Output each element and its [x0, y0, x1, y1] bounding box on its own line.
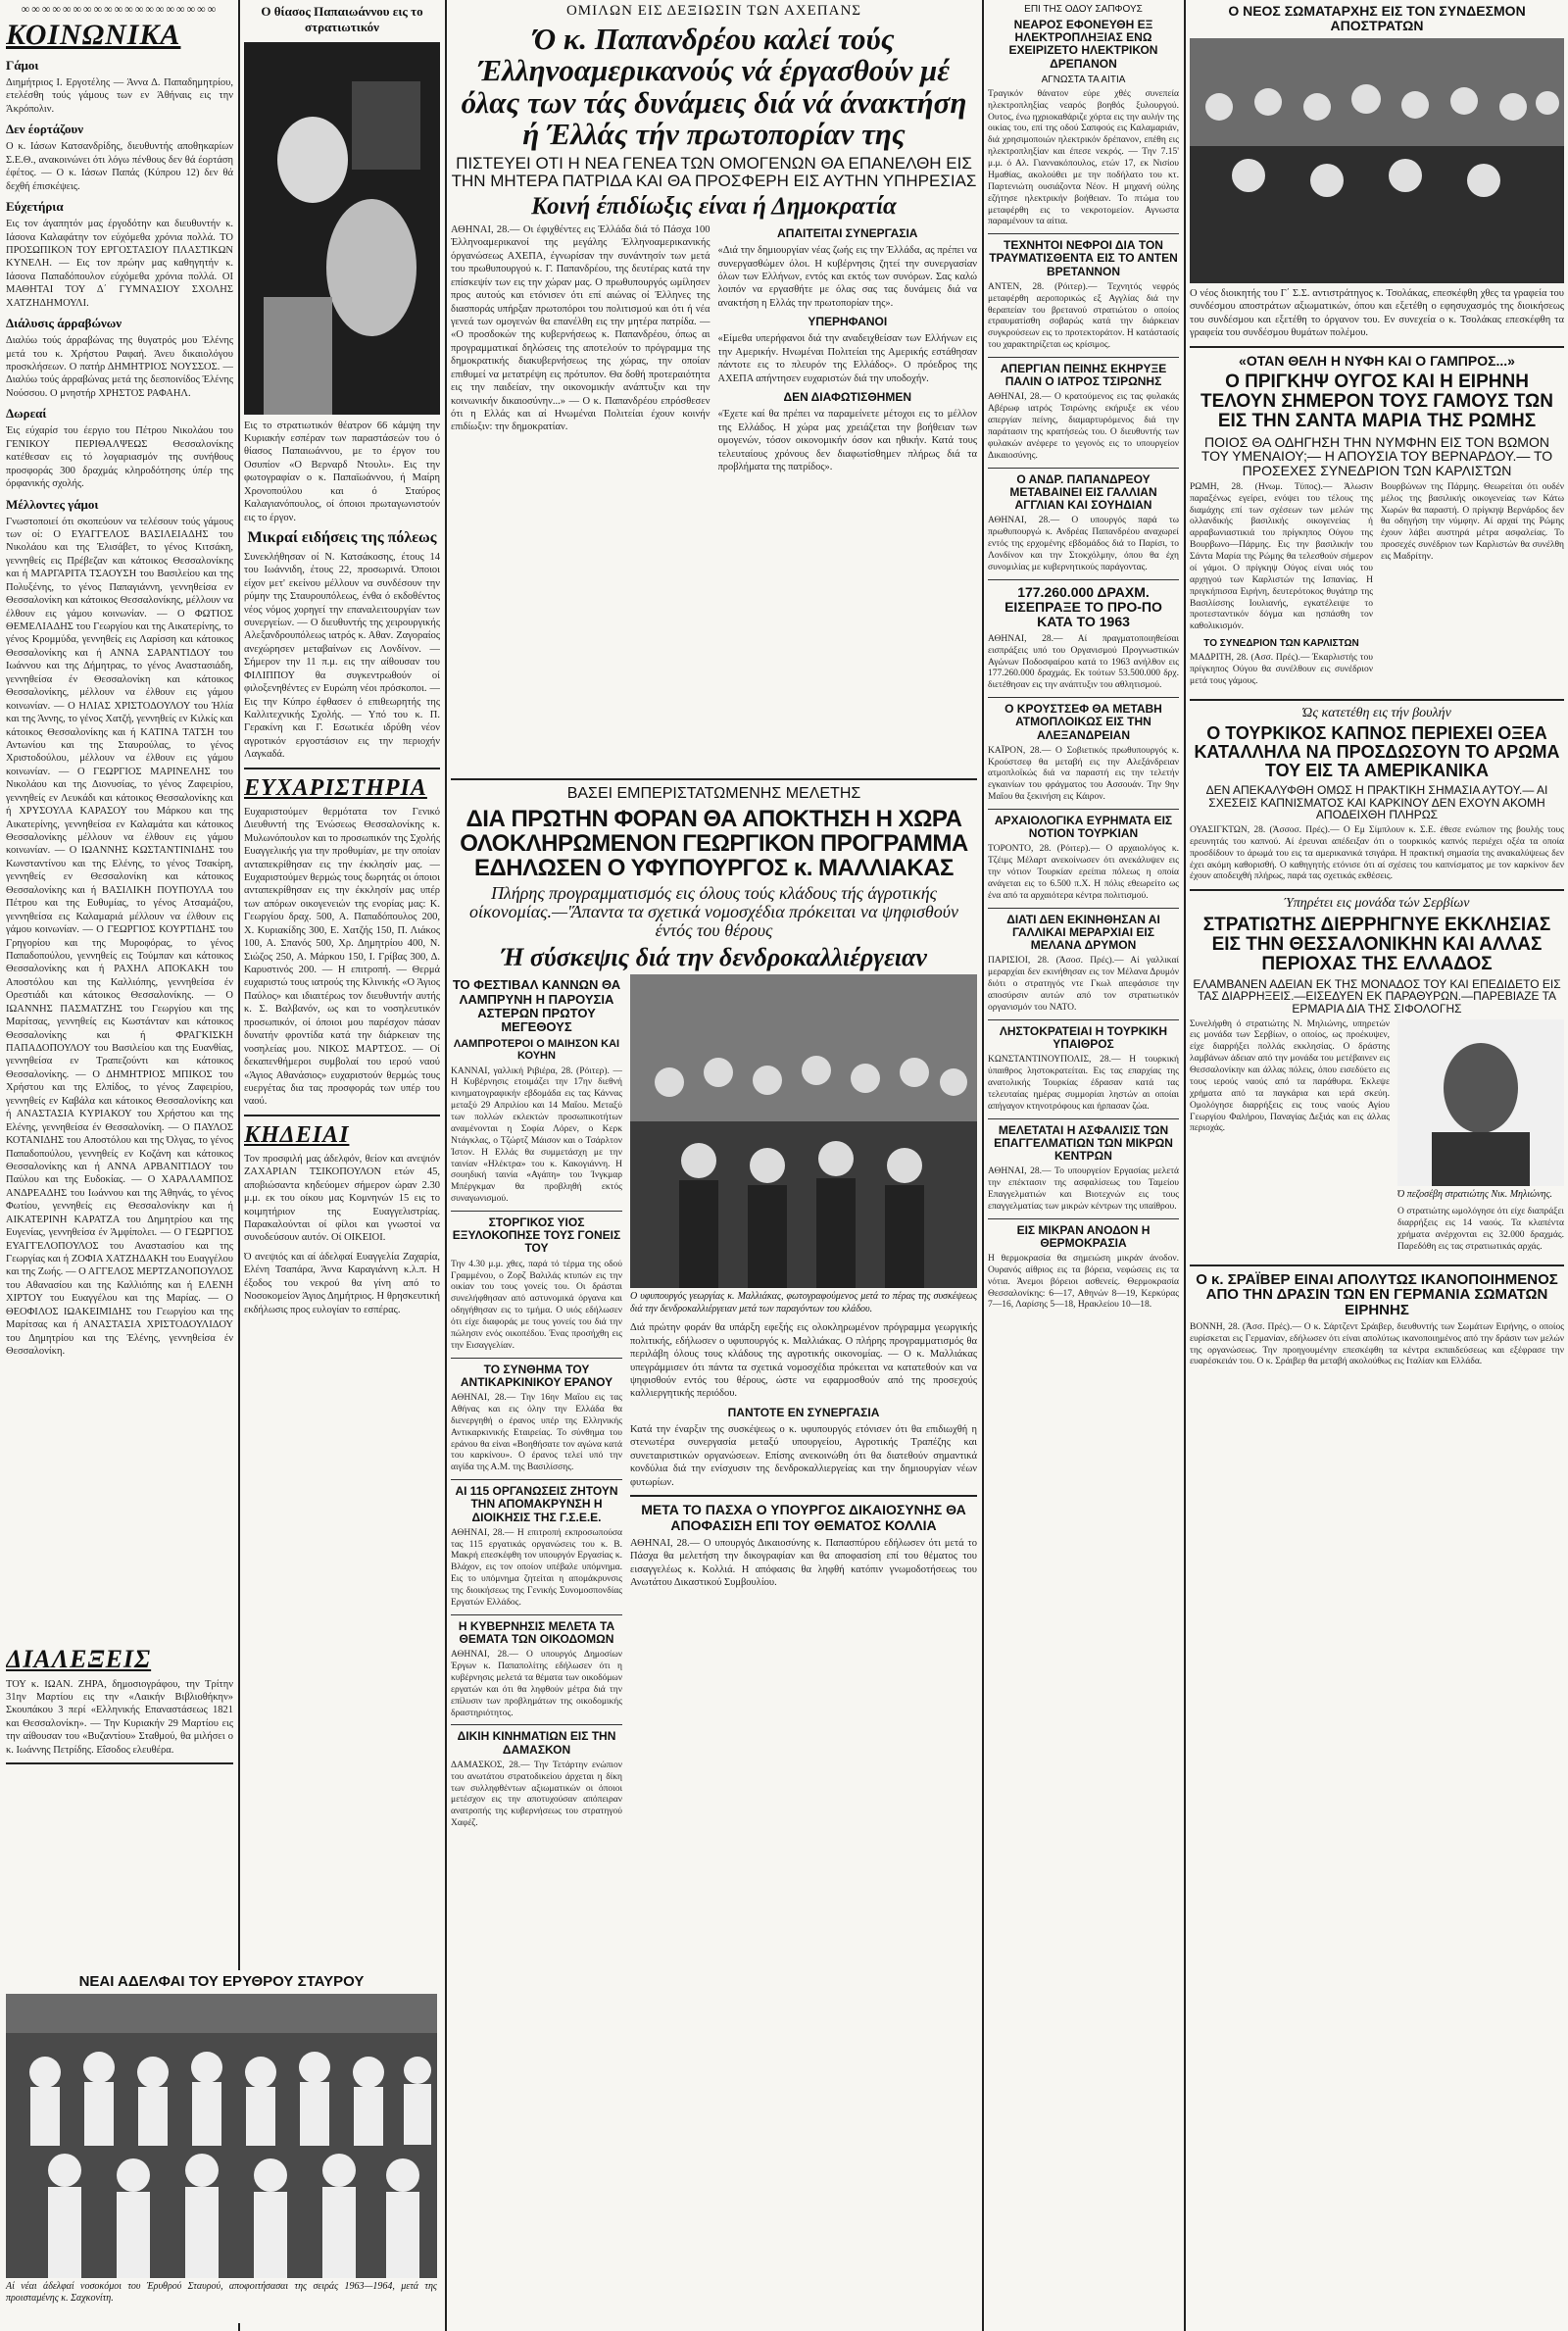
main-deck: ΠΙΣΤΕΥΕΙ ΟΤΙ Η ΝΕΑ ΓΕΝΕΑ ΤΩΝ ΟΜΟΓΕΝΩΝ ΘΑ ΕΠΑΝΕΛΘΗ ΕΙΣ ΤΗΝ ΜΗΤΕΡΑ ΠΑΤΡΙΔΑ ΚΑΙ ΘΑ ΠΡΟΣΦΕΡΗ ΕΙΣ ΑΥΤΗΝ ΥΠΗΡΕΣΙΑΣ	[451, 153, 977, 190]
section-title-euxaristiria: ΕΥΧΑΡΙΣΤΗΡΙΑ	[244, 774, 427, 801]
headline-syskepsis: Ή σύσκεψις διά την δενδροκαλλιέργειαν	[501, 942, 927, 971]
subhead-synergasia: ΠΑΝΤΟΤΕ ΕΝ ΣΥΝΕΡΓΑΣΙΑ	[727, 1405, 880, 1419]
text-lead-article: ΑΘΗΝΑΙ, 28.— Οι έφιχθέντες εις Έλλάδα διά τό Πάσχα 100 Έλληνοαμερικανοί της μεγάλης Έλληνοαμερικανικής όργανώσεως ΑΧΕΠΑ, έγνωρίσαν την συνάντησίν των μετά του πρωθυπουργού κ. Γ. Παπανδρέου, της δευτέρας κατά την επίσκεψίν των εις την χώραν μας. Ο πρωθυπουργός ωμίλησεν προς αυτούς και ετόνισεν ότι επί αιώνας οί Έλληνες της διασποράς υπήρξαν πρωτοπόροι του πολιτισμού και ότι ή νέα γενεά των ομογενών θα επανέλθη εις την μητέρα πατρίδα. — «Ο προσδοκών της κυβερνήσεως κ. Παπανδρέου, όπως αι προγραμματικαί δηλώσεις της αποτελούν το πρόγραμμα της δημοκρατικής διακυβερνήσεως της χώρας, την οποίαν επιθυμεί να μετατρέψη εις πρότυπον. Θα δοθή προτεραιότητα εις την παιδείαν, την οικονομικήν ανάπτυξιν και την κοινωνικήν δικαιοσύνην...» — Ο κ. Παπανδρέου επρόσθεσεν ότι η Ελλάς και αί Ηνωμέναι Πολιτείαι έχουν κοινήν επιδίωξιν: την δημοκρατίαν.	[451, 223, 710, 433]
text-euxaristiria: Ευχαριστούμεν θερμότατα τον Γενικό Διευθυντή της Ένώσεως Θεσσαλονίκης κ. Μυλωνόπουλον και το προσωπικόν της Σχολής Ευαγγελικής για την προθυμίαν, με την οποίαν ανταπεκρίθησαν εις την έκκλησίν μας. — Ευχαριστούμεν θερμώς τους δωρητάς οι όποιοι ανταπεκρίθησαν εις την έκκλησίν μας υπέρ των απόρων οικογενειών της ενορίας μας: Κ. Γεωργίου δραχ. 500, Α. Παπαδόπουλος 200, Χ. Κυριακίδης 300, Ε. Χατζής 150, Π. Λιάκος 100, Α. Σπανός 500, Χρ. Δημητρίου 400, Ν. Σιώζος 250, Α. Μάρκου 150, Ι. Γρίβας 300, Δ. Καρυστινός 200. — Η επιτροπή. — Θερμά ευχαριστώ τους ιατρούς της Κλινικής «Ο Άγιος Παύλος» και ιδιαιτέρως τον διευθυντήν αυτής κ. Σ. Βαλβανόν, ως και το νοσηλευτικόν προσωπικόν, οί όποιοι μου παρέσχον πάσαν δυνατήν φροντίδα κατά την διάρκειαν της νοσηλείας μου. ΝΙΚΟΣ ΜΑΡΤΣΟΣ. — Οί δεκαπενθήμεροι συμβολαί του ιερού ναού «Άγιος Αθανάσιος» ευχαριστούν θερμώς τους ευεργέτας δια τας προσφοράς των υπέρ του ναού.	[244, 806, 440, 1108]
column-right	[1190, 0, 1564, 2331]
text-nefroi: ΑΝΤΕΝ, 28. (Ρόιτερ).— Τεχνητός νεφρός μεταφέρθη αεροπορικώς εξ Αγγλίας διά την θεραπείαν του βρετανού στρατιώτου ο οποίος ετραυματίσθη σοβαρώς κατά την διάρκειαν συγκρούσεων εις το προτεκτοράτον. Η κατάστασίς του χαρακτηρίζεται ως κρίσιμος.	[988, 281, 1179, 351]
divider	[630, 1495, 977, 1497]
lower-right-stack	[630, 974, 977, 2102]
headline-thermokrasia: ΕΙΣ ΜΙΚΡΑΝ ΑΝΟΔΟΝ Η ΘΕΡΜΟΚΡΑΣΙΑ	[1016, 1222, 1151, 1250]
subhead-mellontes-gamoi: Μέλλοντες γάμοι	[6, 496, 99, 512]
text-shriver: ΒΟΝΝΗ, 28. (Άσσ. Πρές).— Ο κ. Σάρτζεντ Σράιβερ, διευθυντής των Σωμάτων Ειρήνης, ο οποίος ευρίσκεται εις Γερμανίαν, εδήλωσεν ότι είναι απολύτως ικανοποιημένος από την δράσιν των μελών της οργανώσεως. Την προηγουμένην επεσκέφθη τα κέντρα εκπαιδεύσεως και εξέφρασε την ευαρέσκειάν του. Ο κ. Σράιβερ θα μεταβή ακολούθως εις Ιταλίαν και Ελλάδα.	[1190, 1321, 1564, 1367]
text-georgiko: Διά πρώτην φοράν θα υπάρξη εφεξής εις ολοκληρωμένον πρόγραμμα γεωργικής πολιτικής, εδήλωσεν ο υφυπουργός κ. Μαλλιάκας. Ο πλήρης προγραμματισμός θα περιλάβη όλους τους κλάδους της αγροτικής οικονομίας. — Ο κ. Μαλλιάκας υπεγράμμισεν ότι πάντα τα σχετικά νομοσχέδια πρόκειται να κατατεθούν και να ψηφισθούν εντός του θέρους, ώστε να εφαρμοσθούν από της προσεχούς καλλιεργητικής περιόδου.	[630, 1322, 977, 1400]
headline-asfalisis: ΜΕΛΕΤΑΤΑΙ Η ΑΣΦΑΛΙΣΙΣ ΤΩΝ ΕΠΑΓΓΕΛΜΑΤΙΩΝ ΤΩΝ ΜΙΚΡΩΝ ΚΕΝΤΡΩΝ	[994, 1122, 1173, 1163]
text-ilektroplixia: Τραγικόν θάνατον εύρε χθές συνεπεία ηλεκτροπληξίας νεαρός βοηθός ξυλουργού. Ουτος, ένω ηχριοκαθάριζε χόρτα εις την αυλήν της οικίας του, επί της οδού Σαπφούς εις Καλαμαριάν, διά χρησιμοποιών ηλεκτρικόν δρέπανον, επέθη εις ηλεκτροπληξίαν και έπεσε νεκρός. — Την 7.15' μ.μ. ό Αλ. Γιαννακόπουλος, ετών 17, εκ Νισίου Ημαθίας, ακολούθει με την ποδήλατο του κτ. Παρτενιώτη ουσιάζοντα Νέον. Η μηχανή ούλης εζήτησε ηλεκτρικήν βοήθειαν. Το πτώμα του μεταφέρθη εις το νεκροτομείον. Αγνωστα παραμένουν τα αίτια.	[988, 88, 1179, 227]
veterans-photo	[1190, 38, 1564, 283]
photo-thiasos-caption: Ο θίασος Παπαιωάννου εις το στρατιωτικόν	[261, 4, 423, 35]
headline-ilektroplixia: ΝΕΑΡΟΣ ΕΦΟΝΕΥΘΗ ΕΞ ΗΛΕΚΤΡΟΠΛΗΞΙΑΣ ΕΝΩ ΕΧΕΙΡΙΖΕΤΟ ΗΛΕΚΤΡΙΚΟΝ ΔΡΕΠΑΝΟΝ	[1008, 18, 1158, 71]
text-thermokrasia: Η θερμοκρασία θα σημειώση μικράν άνοδον. Ουρανός αίθριος εις τα βόρεια, νεφώσεις εις τα νότια. Άνεμοι βόρειοι ασθενείς. Θερμοκρασία Θεσσαλονίκης: 6—17, Αθηνών 8—19, Κερκύρας 7—16, Λαρίσης 5—18, Ηρακλείου 10—18.	[988, 1253, 1179, 1311]
divider	[1190, 699, 1564, 701]
theater-photo	[244, 42, 440, 415]
headline-papandreou-trip: Ο ΑΝΔΡ. ΠΑΠΑΝΔΡΕΟΥ ΜΕΤΑΒΑΙΝΕΙ ΕΙΣ ΓΑΛΛΙΑΝ ΑΓΓΛΙΑΝ ΚΑΙ ΣΟΥΗΔΙΑΝ	[1009, 471, 1157, 513]
divider	[1190, 346, 1564, 348]
lower-left-stack	[451, 974, 622, 2102]
section-title-kideiai: ΚΗΔΕΙΑΙ	[244, 1121, 350, 1148]
text-storgikos: Την 4.30 μ.μ. χθες, παρά τό τέρμα της οδού Γραμμένου, ο Ζορζ Βαλιλάς κτυπών εις την οικίαν του τους γονείς του. Οι δράσται συνελήφθησαν από αστυνομικά όργανα και οδηγήθησαν εις το τμήμα. Ο υιός εδήλωσεν ότι είχε διαφοράς με τους γονείς του διά την πώλησιν ενός οικοπέδου. Ένας προσήχθη εις την Εισαγγελίαν.	[451, 1259, 622, 1351]
column-main	[451, 0, 977, 2331]
headline-nefroi: ΤΕΧΝΗΤΟΙ ΝΕΦΡΟΙ ΔΙΑ ΤΟΝ ΤΡΑΥΜΑΤΙΣΘΕΝΤΑ ΕΙΣ ΤΟ ΑΝΤΕΝ ΒΡΕΤΑΝΝΟΝ	[989, 238, 1178, 278]
text-synedrion: ΜΑΔΡΙΤΗ, 28. (Ασσ. Πρές).— Έκαρλιστής του πρίγκηπος Ούγου θα συνέλθουν εις συνέδριον μετά τους γάμους.	[1190, 653, 1373, 686]
main-headline: Ό κ. Παπανδρέου καλεί τούς Έλληνοαμερικανούς νά έργασθούν μέ όλας των τάς δυνάμεις διά νά άνακτήση ή Έλλάς τήν πρωτοπορίαν της	[461, 21, 967, 152]
subhead-festival: ΛΑΜΠΡΟΤΕΡΟΙ Ο ΜΑΙΗΣΟΝ ΚΑΙ ΚΟΥΗΝ	[453, 1038, 620, 1063]
headline-pasxa: ΜΕΤΑ ΤΟ ΠΑΣΧΑ Ο ΥΠΟΥΡΓΟΣ ΔΙΚΑΙΟΣΥΝΗΣ ΘΑ ΑΠΟΦΑΣΙΣΗ ΕΠΙ ΤΟΥ ΘΕΜΑΤΟΣ ΚΟΛΛΙΑ	[641, 1502, 966, 1533]
text-diafotisthimen: «Έχετε καί θα πρέπει να παραμείνετε μέτοχοι εις το μέλλον της Ελλάδος. Η χώρα μας χρειάζεται την βοήθειαν των ομογενών, τόσον οικονομικήν όσον και ηθικήν. Κατά τους τελευταίους χρόνους δεν διαφωτίσθημεν πλήρως διά τα προβλήματα της πατρίδος».	[717, 409, 977, 473]
text-den-eortazoun: Ο κ. Ιάσων Κατσανδρίδης, διευθυντής αποθηκαρίων Σ.Ε.Θ., ανακοινώνει ότι λόγω πένθους δεν θά έορτάση έφέτος. — Ο κ. Ιάσων Παπάς (Κύπρου 12) δεν θά δεχθή έπισκέψεις.	[6, 141, 233, 192]
headline-synthima: ΤΟ ΣΥΝΘΗΜΑ ΤΟΥ ΑΝΤΙΚΑΡΚΙΝΙΚΟΥ ΕΡΑΝΟΥ	[460, 1362, 613, 1389]
subhead-apaiteitai: ΑΠΑΙΤΕΙΤΑΙ ΣΥΝΕΡΓΑΣΙΑ	[777, 225, 918, 240]
text-apaiteitai: «Διά την δημιουργίαν νέας ζωής εις την Έλλάδα, ας πρέπει να συνεργασθώμεν όλοι. Η κυβέρνησις ζητεί την συνεργασίαν όλων των Ελλήνων, εντός και εκτός των συνόρων. Σας καλώ λοιπόν να εργασθήτε με όλας σας τας δυνάμεις διά να ανακτήση η Ελλάς την πρωτοπορίαν της».	[717, 245, 977, 309]
text-dorea: Έις εύχαρίσ του έεργιο του Πέτρου Νικολάου του ΓΕΝΙΚΟΥ ΠΕΡΙΘΑΛΨΕΩΣ Θεσσαλονίκης κατέθεσαν εις τό λογαριασμόν της συνήθους προσφοράς 300 δραχμάς κληροδότησης ύπέρ της όρφανικής σχολής.	[6, 425, 233, 490]
lead-article	[451, 223, 977, 772]
headline-kyvernisis: Η ΚΥΒΕΡΝΗΣΙΣ ΜΕΛΕΤΑ ΤΑ ΘΕΜΑΤΑ ΤΩΝ ΟΙΚΟΔΟΜΩΝ	[458, 1618, 615, 1647]
section-title-dialexeis: ΔΙΑΛΕΞΕΙΣ	[6, 1644, 152, 1673]
deck-kapnos: ΔΕΝ ΑΠΕΚΑΛΥΦΘΗ ΟΜΩΣ Η ΠΡΑΚΤΙΚΗ ΣΗΜΑΣΙΑ ΑΥΤΟΥ.— ΑΙ ΣΧΕΣΕΙΣ ΚΑΠΝΙΣΜΑΤΟΣ ΚΑΙ ΚΑΡΚΙΝΟΥ ΔΕΝ ΕΧΟΥΝ ΑΚΟΜΗ ΑΠΟΔΕΙΧΘΗ ΠΛΗΡΩΣ	[1205, 783, 1548, 822]
section-title-koinonika: ΚΟΙΝΩΝΙΚΑ	[6, 19, 181, 51]
text-euxetiria: Εις τον άγαπητόν μας έργοδότην και διευθυντήν κ. Ιάσονα Καλαφάτην τον εύχόμεθα χρόνια πολλά. ΤΟ ΠΡΟΣΩΠΙΚΟΝ ΤΟΥ ΕΡΓΟΣΤΑΣΙΟΥ ΠΛΑΣΤΙΚΩΝ ΚΥΝΕΛΗ. — Εις τον πρώην μας καθηγητήν κ. Ιάσονα Παπαδόπουλον εύχόμεθα χρόνια πολλά. ΟΙ ΜΑΘΗΤΑΙ ΤΟΥ Δ΄ ΓΥΜΝΑΣΙΟΥ ΣΧΟΛΗΣ ΧΑΤΖΗΔΗΜΟΥΛΙ.	[6, 219, 233, 309]
kicker-otan-thelh: «ΟΤΑΝ ΘΕΛΗ Η ΝΥΦΗ ΚΑΙ Ο ΓΑΜΠΡΟΣ...»	[1239, 352, 1515, 369]
red-cross-headline: ΝΕΑΙ ΑΔΕΛΦΑΙ ΤΟΥ ΕΡΥΘΡΟΥ ΣΤΑΥΡΟΥ	[78, 1973, 365, 1990]
headline-apergia: ΑΠΕΡΓΙΑΝ ΠΕΙΝΗΣ ΕΚΗΡΥΞΕ ΠΑΛΙΝ Ο ΙΑΤΡΟΣ ΤΣΙΡΩΝΗΣ	[1000, 362, 1167, 389]
prigkips-article	[1190, 482, 1564, 693]
text-prigkips: ΡΩΜΗ, 28. (Ηνωμ. Τύπος).— Άλωσιν παραξένως εγείρει, ενόψει του τέλους της διαμάχης επί των σχέσεων των μελών της ολλανδικής βασιλικής οικογενείας ή αρραβωνιαστικιά του πρίγκηπος Ούγου της Βουρβωνο—Πάρμης. Εις την βασιλικήν του Σάντα Μαρία της Ρώμης θα τελεσθούν σήμερον οί γάμοι. Ο πρίγκηψ Ούγος είναι υιός του αρχηγού των Καρλιστών της Ισπανίας. Η πριγκήπισσα Ειρήνη, δευτερότοκος θυγάτηρ της Βασιλίσσης Ιουλιανής, εγκατέλειψε το προτεσταντικόν δόγμα και ησπάσθη τον καθολικισμόν.	[1190, 481, 1373, 632]
red-cross-photo	[6, 1994, 437, 2278]
subhead-dorea: Δωρεαί	[6, 406, 47, 422]
veterans-graphic	[1190, 38, 1564, 283]
divider	[1190, 889, 1564, 891]
column-rule	[445, 0, 447, 2331]
decorative-border: ∞∞∞∞∞∞∞∞∞∞∞∞∞∞∞∞∞∞∞	[21, 2, 219, 16]
divider	[6, 1762, 233, 1764]
headline-krouschev: Ο ΚΡΟΥΣΤΣΕΦ ΘΑ ΜΕΤΑΒΗ ΑΤΜΟΠΛΟΙΚΩΣ ΕΙΣ ΤΗΝ ΑΛΕΞΑΝΔΡΕΙΑΝ	[1004, 702, 1162, 742]
text-merarchiai: ΠΑΡΙΣΙΟΙ, 28. (Άσοσ. Πρές).— Αί γαλλικαί μεραρχίαι δεν εκινήθησαν εις τον Μέλανα Δρυμόν διότι ο στρατηγός ντε Γκωλ απεφάσισε την αποσύρσιν αυτών από τον στρατιωτικόν οργανισμόν του ΝΑΤΟ.	[988, 956, 1179, 1013]
text-apergia: ΑΘΗΝΑΙ, 28.— Ο κρατούμενος εις τας φυλακάς Αβέρωφ ιατρός Τσιρώνης εκήρυξε εκ νέου απεργίαν πείνης, διαμαρτυρόμενος διά την παράτασιν της κρατήσεώς του. Ο διευθυντής των φυλακών ανέφερε το γεγονός εις το υπουργείον Δικαιοσύνης.	[988, 392, 1179, 461]
headline-festival: ΤΟ ΦΕΣΤΙΒΑΛ ΚΑΝΝΩΝ ΘΑ ΛΑΜΠΡΥΝΗ Η ΠΑΡΟΥΣΙΑ ΑΣΤΕΡΩΝ ΠΡΩΤΟΥ ΜΕΓΕΘΟΥΣ	[452, 977, 621, 1035]
text-theater: Εις το στρατιωτικόν θέατρον 66 κάμψη την Κυριακήν εσπέραν των παραστάσεών του ό θίασος Παπαιωάννου, με το έργον του Οσυπίον «Ο Βερναρδ Ντουλι». Εις την φωτογραφίαν ο κ. Παπαϊωάννου, ή Μαίρη Χρονοπούλου και ό Σταύρος Καλαγιανόπουλος, οί όποιοι πρωταγωνιστούν εις το έργον.	[244, 420, 440, 523]
theater-graphic	[244, 42, 440, 415]
headline-georgiko-programma: ΔΙΑ ΠΡΩΤΗΝ ΦΟΡΑΝ ΘΑ ΑΠΟΚΤΗΣΗ Η ΧΩΡΑ ΟΛΟΚΛΗΡΩΜΕΝΟΝ ΓΕΩΡΓΙΚΟΝ ΠΡΟΓΡΑΜΜΑ ΕΔΗΛΩΣΕΝ Ο ΥΦΥΠΟΥΡΓΟΣ κ. ΜΑΛΛΙΑΚΑΣ	[460, 805, 968, 882]
soldier-photo	[1397, 1019, 1564, 1186]
subhead-yperifanoi: ΥΠΕΡΗΦΑΝΟΙ	[808, 315, 888, 329]
ministry-photo	[630, 974, 977, 1288]
soldier-caption: Ό πεζοσέβη στρατιώτης Νικ. Μηλιώνης.	[1397, 1188, 1553, 1200]
text-synthima: ΑΘΗΝΑΙ, 28.— Την 16ην Μαΐου εις τας Αθήνας και εις όλην την Ελλάδα θα διενεργηθή ο έρανος υπέρ της Ελληνικής Αντικαρκινικής Εταιρείας. Το σύνθημα του εράνου θα είναι «Βοηθήσατε τον αγώνα κατά του καρκίνου». Ο έρανος τελεί υπό την αιγίδα της Α.Μ. της Βασιλίσσης.	[451, 1393, 622, 1473]
kicker-omilwn: ΟΜΙΛΩΝ ΕΙΣ ΔΕΞΙΩΣΙΝ ΤΩΝ ΑΧΕΠΑΝΣ	[565, 3, 862, 19]
divider	[244, 768, 440, 769]
headline-shriver: Ο κ. ΣΡΑΪΒΕΡ ΕΙΝΑΙ ΑΠΟΛΥΤΩΣ ΙΚΑΝΟΠΟΙΗΜΕΝΟΣ ΑΠΟ ΤΗΝ ΔΡΑΣΙΝ ΤΩΝ ΕΝ ΓΕΡΜΑΝΙΑ ΣΩΜΑΤΩΝ ΕΙΡΗΝΗΣ	[1196, 1270, 1558, 1319]
deck-georgiko: Πλήρης προγραμματισμός εις όλους τούς κλάδους τής άγροτικής οίκονομίας.—'Άπαντα τα σχετικά νομοσχέδια πρόκειται να ψηφισθούν έντός του θέρους	[469, 883, 958, 941]
headline-propo: 177.260.000 ΔΡΑΧΜ. ΕΙΣΕΠΡΑΞΕ ΤΟ ΠΡΟ-ΠΟ ΚΑΤΑ ΤΟ 1963	[1004, 583, 1162, 630]
text-festival: ΚΑΝΝΑΙ, γαλλική Ριβιέρα, 28. (Ρόιτερ). — Η Κυβέρνησις ετοιμάζει την 17ην διεθνή κινηματογραφικήν εβδομάδα εις τας Κάννας μεταξύ 29 Απριλίου και 14 Μαΐου. Μεταξύ των πολλών εκλεκτών προσωπικοτήτων αναμένονται η Σοφία Λόρεν, ο Κερκ Ντάγκλας, ο Τζώρτζ Μάισον και ο Τσάρλτον Ίστον. Η Ελλάς θα συμμετάσχη με την ταινίαν «Ηλέκτρα» του κ. Κακογιάννη. Η σουηδική ταινία «Αγάπη» του Ίνγκμαρ Μπέργκμαν θα προβληθή εκτός συναγωνισμού.	[451, 1066, 622, 1205]
text-organoseis: ΑΘΗΝΑΙ, 28.— Η επιτροπή εκπροσωπούσα τας 115 εργατικάς οργανώσεις του κ. Β. Μακρή επεσκέφθη τον υπουργόν Εργασίας κ. Βλάχον, εις τον οποίον υπέβαλε υπόμνημα. Εις το υπόμνημα ζητείται η απομάκρυνσις της διοικήσεως της Γενικής Συνομοσπονδίας Εργατών Ελλάδος.	[451, 1527, 622, 1608]
text-mikrai: Συνεκλήθησαν οί Ν. Κατσάκοσης, έτους 14 του Ιωάννιδη, έτους 22, προσωρινά. Όποιοι είχον μετ' εκείνου μέλλουν να συνδέσουν την ρύμην της Σταυρουπόλεως, ένθα ό εκδοθέντος νέος νόμος χορηγεί την επαναλειτουργίαν των συνεργείων. — Ο διευθυντής της χειρουργικής Αλεξανδρουπόλεως ιατρός κ. Αθαν. Ζαγοραίος ανεχώρησεν μεταβαίνων εις Λονδίνον. — Σήμερον την 11 π.μ. εις την αίθουσαν του ΦΙΛΙΠΠΟΥ θα συγκεντρωθούν οί φιλοξενηθέντες εν Ευρώπη νέοι πρόσκοποι. — Εις την Κύπρο έφθασεν ό επιθεωρητής της Καλλιτεχνικής Σχολής. — Υπό του κ. Π. Γερακίνη και Γ. Εσωτικέα ιδρύθη νέον αγροτικόν εργοστάσιον εις την περιοχήν Λαγκαδά.	[244, 551, 440, 761]
text-archaiologika: ΤΟΡΟΝΤΟ, 28. (Ρόιτερ).— Ο αρχαιολόγος κ. Τζέιμς Μέλαρτ ανεκοίνωσεν ότι ανεκάλυψεν εις την νότιον Τουρκίαν ερείπια πόλεως η οποία ανάγεται εις το 6.500 π.Χ. Η πόλις εθεωρείτο ως ένα από τα αρχαιότερα κέντρα πολιτισμού.	[988, 844, 1179, 901]
red-cross-block	[6, 1970, 437, 2323]
text-pasxa: ΑΘΗΝΑΙ, 28.— Ο υπουργός Δικαιοσύνης κ. Παπασπύρου εδήλωσεν ότι μετά το Πάσχα θα μελετήση την δικογραφίαν και θα αποφασίση επί του θέματος του εισαγγελέως κ. Κολλιά. Η απόφασις θα ληφθή κατόπιν γνωμοδοτήσεως του Ανωτάτου Δικαστικού Συμβουλίου.	[630, 1537, 977, 1589]
headline-storgikos: ΣΤΟΡΓΙΚΟΣ ΥΙΟΣ ΕΞΥΛΟΚΟΠΗΣΕ ΤΟΥΣ ΓΟΝΕΙΣ ΤΟΥ	[452, 1215, 621, 1256]
divider	[1190, 1265, 1564, 1266]
headline-mikrai: Μικραί ειδήσεις της πόλεως	[247, 529, 437, 546]
text-asfalisis: ΑΘΗΝΑΙ, 28.— Το υπουργείον Εργασίας μελετά την επέκτασιν της ασφαλίσεως του Ταμείου Επαγγελματιών και Βιοτεχνών εις τους επαγγελματίας των μικρών κέντρων της υπαίθρου.	[988, 1166, 1179, 1212]
ministry-photo-caption: Ο υφυπουργός γεωργίας κ. Μαλλιάκας, φωτογραφούμενος μετά το πέρας της συσκέψεως διά την δενδροκαλλιέργειαν μετά των παραγόντων του κλάδου.	[630, 1291, 977, 1314]
column-city	[244, 0, 440, 1960]
text-papandreou-trip: ΑΘΗΝΑΙ, 28.— Ο υπουργός παρά τω πρωθυπουργώ κ. Ανδρέας Παπανδρέου αναχωρεί εντός της ερχομένης εβδομάδος διά το Παρίσι, το Λονδίνον και την Στοκχόλμην, όπου θα έχη συνομιλίας με κυβερνητικούς παράγοντας.	[988, 516, 1179, 572]
text-yperifanoi: «Είμεθα υπερήφανοι διά την αναδειχθείσαν των Ελλήνων εις την Αμερικήν. Ηνωμέναι Πολιτείαι της Αμερικής εστάθησαν πάντοτε εις το πλευρόν της Ελλάδος». Ο πρόεδρος της ΑΧΕΠΑ απήντησεν ευχαριστών διά την υποδοχήν.	[717, 333, 977, 384]
headline-organoseis: ΑΙ 115 ΟΡΓΑΝΩΣΕΙΣ ΖΗΤΟΥΝ ΤΗΝ ΑΠΟΜΑΚΡΥΝΣΗ Η ΔΙΟΙΚΗΣΙΣ ΤΗΣ Γ.Σ.Ε.Ε.	[455, 1484, 618, 1524]
text-listokrateia: ΚΩΝΣΤΑΝΤΙΝΟΥΠΟΛΙΣ, 28.— Η τουρκική ύπαιθρος ληστοκρατείται. Εις τας επαρχίας της ανατολικής Τουρκίας έδρασαν κατά τας τελευταίας ημέρας συμμορίαι ληστών αι οποίαι απήγαγον κτηνοτρόφους και ήρπασαν ζώα.	[988, 1055, 1179, 1112]
text-mellontes-gamoi: Γνωστοποιεί ότι σκοπεύουν να τελέσουν τούς γάμους των οί: Ο ΕΥΑΓΓΕΛΟΣ ΒΑΣΙΛΕΙΑΔΗΣ του Νικολάου και της Έλισάβετ, το γένος Κιτσάκη, γεννηθείς εις Πρέβεζαν και κάτοικος Θεσσαλονίκης και ή ΜΑΡΓΑΡΙΤΑ ΤΣΑΟΥΣΗ του Βασιλείου και της Πολυξένης, το γένος Παπαγιάννη, γεννηθείσα εν Θεσσαλονίκη και κάτοικος Θεσσαλονίκης, μέλλουν να έλθουν εις γάμου κοινωνίαν. — Ο ΦΩΤΙΟΣ ΘΕΜΕΛΙΑΔΗΣ του Γεωργίου και της Αικατερίνης, το γένος Κρομμύδα, γεννηθείς εις Λαρίσση και κάτοικος Θεσσαλονίκης και ή ΑΝΝΑ ΣΑΡΑΝΤΙΔΟΥ του Ιωάννου και της Δήμητρας, το γένος Αναστασιάδη, γεννηθείσα έν Θεσσαλονίκη και κάτοικος Θεσσαλονίκης, μέλλουν να έλθουν εις γάμου κοινωνίαν. — Ο ΗΛΙΑΣ ΧΡΙΣΤΟΔΟΥΛΟΥ του Ήλία και της Άννης, το γένος Χατζή, γεννηθείς εν Κιλκίς και κάτοικος Θεσσαλονίκης και ή ΚΑΤΙΝΑ ΤΑΤΣΗ του Αντωνίου και της Σταυρούλας, το γένος Χριστοδούλου, μέλλουν να έλθουν εις γάμου κοινωνίαν. — Ο ΓΕΩΡΓΙΟΣ ΜΑΡΙΝΕΛΗΣ του Νικολάου και της Διονυσίας, το γένος Ζαφειρίου, γεννηθείς εν Λευκάδι και κάτοικος Θεσσαλονίκης και ή ΧΡΥΣΟΥΛΑ ΚΑΡΑΣΟΥ του Μάρκου και της Αικατερίνης, γεννηθείσα εν Καλαμάτα και κάτοικος Θεσσαλονίκης μέλλουν να έλθουν εις γάμου κοινωνίαν. — Ο ΙΩΑΝΝΗΣ ΚΩΣΤΑΝΤΙΝΙΔΗΣ του Κωνσταντίνου και της Ελένης, το γένος Τσακίρη, γεννηθείς εν Θεσσαλονίκη και κάτοικος Θεσσαλονίκης και ή ΒΑΣΙΛΙΚΗ ΠΟΥΠΟΥΛΑ του Πέτρου και της Ευθυμίας, το γένος Ατσαμάζου, γεννηθείσα εις Καλαμαριά μέλλουν να έλθουν εις γάμου κοινωνίαν. — Ο ΓΕΩΡΓΙΟΣ ΚΟΥΡΤΙΔΗΣ του Γρηγορίου και της Μυροφόρας, το γένος Παπαδοπούλου, γεννηθείς εις Τούμπαν και κάτοικος Θεσσαλονίκης και ή ΡΑΧΗΛ ΑΠΟΚΑΚΗ του Αποστόλου και της Καλλιόπης, γεννηθείσα έν Ορεστιάδι και κάτοικος Θεσσαλονίκης. — Ο ΙΩΑΝΝΗΣ ΠΑΣΜΑΤΖΗΣ του Γεωργίου και της Μαρίτσας, γεννηθείς εις Κωστάνταν και κάτοικος Θεσσαλονίκης και ή ΦΡΑΓΚΙΣΚΗ ΠΑΠΑΔΟΠΟΥΛΟΥ του Βασιλείου και της Ευανθίας, γεννηθείσα εν Τραπεζούντι και κάτοικος Θεσσαλονίκης. — Ο ΔΗΜΗΤΡΙΟΣ ΜΠΙΚΟΣ του Χρήστου και της Ελπίδος, το γένος Ζαφειρίου, γεννηθείς εν Καβάλα και κάτοικος Θεσσαλονίκης και ή ΑΝΑΣΤΑΣΙΑ ΚΥΡΙΑΚΟΥ του Χρήστου και της Ελένης, γεννηθείσα έν Θεσσαλονίκη. — Ο ΠΑΥΛΟΣ ΚΟΤΑΝΙΔΗΣ του Αποστόλου και της Όλγας, το γένος Παπαδοπούλου, γεννηθείς εν Κοζάνη και κάτοικος Θεσσαλονίκης και ή ΑΝΝΑ ΑΡΒΑΝΙΤΙΔΟΥ του Παύλου και της Ευδοκίας. — Ο ΧΑΡΑΛΑΜΠΟΣ ΑΝΔΡΕΑΔΗΣ του Ιωάννου και της Άθηνάς, το γένος Φωτίου, γεννηθείς εις Θεσσαλονίκην και ή ΑΙΚΑΤΕΡΙΝΗ ΚΑΡΑΤΖΑ του Δημητρίου και της Ευγενίας, γεννηθείσα έν Άμφίπολει. — Ο ΓΕΩΡΓΙΟΣ ΕΥΑΓΓΕΛΟΠΟΥΛΟΣ του Αναστασίου και της Γεωργίας και ή ΖΟΦΙΑ ΧΑΤΖΗΔΑΚΗ του Ευαγγέλου και της Ζωής. — Ο ΑΓΓΕΛΟΣ ΜΕΡΤΖΑΝΟΠΟΥΛΟΣ του Αθανασίου και της Καλλιόπης και ή ΕΛΕΝΗ ΧΙΡΤΟΥ του Ευαγγέλου και της Μαρίας. — Ο ΘΕΟΦΙΛΟΣ ΙΩΑΚΕΙΜΙΔΗΣ του Γεωργίου και της Μαρίτσας και ή ΑΝΑΣΤΑΣΙΑ ΧΡΙΣΤΟΔΟΥΛΙΔΟΥ του Δημητρίου και της Έλένης, γεννηθείσα έν Θεσσαλονίκη.	[6, 516, 233, 1358]
headline-listokrateia: ΛΗΣΤΟΚΡΑΤΕΙΑΙ Η ΤΟΥΡΚΙΚΗ ΥΠΑΙΘΡΟΣ	[999, 1023, 1168, 1051]
text-krouschev: ΚΑΪΡΟΝ, 28.— Ο Σοβιετικός πρωθυπουργός κ. Κρούστσεφ θα μεταβή εις την Αλεξάνδρειαν ατμοπλοϊκώς διά να παραστή εις την τελετήν εγκαινίων του φράγματος του Ασσουάν. Την 9ην Μαΐου θα ξεκινήση εις Κάιρον.	[988, 745, 1179, 803]
subhead-diafotisthimen: ΔΕΝ ΔΙΑΦΩΤΙΣΘΗΜΕΝ	[783, 390, 911, 405]
text-prigkips-2: Βουρβώνων της Πάρμης. Θεωρείται ότι ουδέν μέλος της βασιλικής οικογενείας των Κάτω Χωρών θα παραστή. Ο πρίγκηψ Βερνάρδος δεν θα οδηγήση την νύμφην. Αί αρχαί της Ρώμης έχουν λάβει αυστηρά μέτρα ασφαλείας. Το προσεχές συνέδριον των Καρλιστών θα συνέλθη εις Μαδρίτην.	[1381, 481, 1564, 563]
stratiotis-article	[1190, 1019, 1564, 1259]
kicker-basei: ΒΑΣΕΙ ΕΜΠΕΡΙΣΤΑΤΩΜΕΝΗΣ ΜΕΛΕΤΗΣ	[566, 784, 861, 802]
divider	[451, 778, 977, 780]
headline-kapnos: Ο ΤΟΥΡΚΙΚΟΣ ΚΑΠΝΟΣ ΠΕΡΙΕΧΕΙ ΟΞΕΑ ΚΑΤΑΛΛΗΛΑ ΝΑ ΠΡΟΣΔΩΣΟΥΝ ΤΟ ΑΡΩΜΑ ΤΟΥ ΕΙΣ ΤΑ ΑΜΕΡΙΚΑΝΙΚΑ	[1194, 723, 1560, 781]
divider	[244, 1115, 440, 1116]
text-dialexeis: ΤΟΥ κ. ΙΩΑΝ. ΖΗΡΑ, δημοσιογράφου, την Τρίτην 31ην Μαρτίου εις την «Λαικήν Βιβλιοθήκην» Σκουπάκου 3 περί «Ελληνικής Επαναστάσεως 1821 και Θεσσαλονίκη». — Την Κυριακήν 29 Μαρτίου εις την αίθουσαν του «Βυζαντίου» Σταθμού, θα μιλήσει ο κ. Ιωάννης Πετρίδης. Εΐσοδος ελευθέρα.	[6, 1678, 233, 1756]
column-rule	[1184, 0, 1186, 2331]
headline-merarchiai: ΔΙΑΤΙ ΔΕΝ ΕΚΙΝΗΘΗΣΑΝ ΑΙ ΓΑΛΛΙΚΑΙ ΜΕΡΑΡΧΙΑΙ ΕΙΣ ΜΕΛΑΝΑ ΔΡΥΜΟΝ	[1006, 912, 1160, 953]
column-rule	[982, 0, 984, 2331]
soldier-graphic	[1397, 1019, 1564, 1186]
deck-stratiotis: ΕΛΑΜΒΑΝΕΝ ΑΔΕΙΑΝ ΕΚ ΤΗΣ ΜΟΝΑΔΟΣ ΤΟΥ ΚΑΙ ΕΠΕΔΙΔΕΤΟ ΕΙΣ ΤΑΣ ΔΙΑΡΡΗΞΕΙΣ.—ΕΙΣΕΔΥΕΝ ΕΚ ΠΑΡΑΘΥΡΩΝ.—ΠΑΡΕΒΙΑΖΕ ΤΑ ΕΡΜΑΡΙΑ ΔΙΑ ΤΗΣ ΣΙΦΟΛΟΓΗΣ	[1193, 976, 1561, 1016]
text-kapnos: ΟΥΑΣΙΓΚΤΩΝ, 28. (Άσσοσ. Πρές).— Ο Εμ Σίμπλουν κ. Σ.Ε. έθεσε ενώπιον της βουλής τους ερευνητάς του καπνού. Αί έρευναι απέδειξαν ότι ο τουρκικός καπνός περιέχει οξέα τα οποία προσδίδουν το άρωμά του εις τα αμερικανικά τσιγάρα. Η πρακτική σημασία της ανακαλύψεως δεν έχει ακόμη καθορισθή. Ο καθηγητής ετόνισε ότι αί σχέσεις του καπνίσματος με τον καρκίνον δεν έχουν αποδειχθή πλήρως, παρά τας σχετικάς εκθέσεις.	[1190, 824, 1564, 882]
text-diki: ΔΑΜΑΣΚΟΣ, 28.— Την Τετάρτην ενώπιον του ανωτάτου στρατοδικείου άρχεται η δίκη των συλληφθέντων αξιωματικών οι όποιοι μετέσχον εις την αποτυχούσαν απόπειραν ανατροπής της κυβερνήσεως του στρατηγού Χαφέζ.	[451, 1760, 622, 1829]
kicker-serbia: Ύπηρέτει εις μονάδα τών Σερβίων	[1284, 896, 1470, 912]
text-synergasia: Κατά την έναρξιν της συσκέψεως ο κ. υφυπουργός ετόνισεν ότι θα επιδιωχθή η στενωτέρα συνεργασία μεταξύ υπουργείου, Αγροτικής Τραπέζης και συνεταιριστικών οργανώσεων. Επίσης ανεκοινώθη ότι θα διατεθούν σημαντικά κονδύλια διά την ενίσχυσιν της δενδροκαλλιεργείας και την δημιουργίαν νέων φυτωρίων.	[630, 1424, 977, 1488]
nurses-graphic	[6, 1994, 437, 2278]
deck-prigkips: ΠΟΙΟΣ ΘΑ ΟΔΗΓΗΣΗ ΤΗΝ ΝΥΜΦΗΝ ΕΙΣ ΤΟΝ ΒΩΜΟΝ ΤΟΥ ΥΜΕΝΑΙΟΥ;— Η ΑΠΟΥΣΙΑ ΤΟΥ ΒΕΡΝΑΡΔΟΥ.— ΤΟ ΠΡΟΣΕΧΕΣ ΣΥΝΕΔΡΙΟΝ ΤΩΝ ΚΑΡΛΙΣΤΩΝ	[1200, 433, 1553, 479]
meeting-graphic	[630, 974, 977, 1288]
headline-diki: ΔΙΚΙΗ ΚΙΝΗΜΑΤΙΩΝ ΕΙΣ ΤΗΝ ΔΑΜΑΣΚΟΝ	[457, 1729, 616, 1757]
red-cross-caption: Αί νέαι άδελφαί νοσοκόμοι του Έρυθρού Σταυρού, αποφοιτήσασαι της σειράς 1963—1964, μετά της προισταμένης κ. Σαχκονίτη.	[6, 2280, 437, 2305]
headline-somatarchis: Ο ΝΕΟΣ ΣΩΜΑΤΑΡΧΗΣ ΕΙΣ ΤΟΝ ΣΥΝΔΕΣΜΟΝ ΑΠΟΣΤΡΑΤΩΝ	[1228, 3, 1526, 34]
text-propo: ΑΘΗΝΑΙ, 28.— Αί πραγματοποιηθείσαι εισπράξεις υπό του Οργανισμού Προγνωστικών Αγώνων Ποδοσφαίρου κατά το 1963 ανήλθον εις 177.260.000 δραχμάς. Εκ τούτων 53.500.000 δρχ. διετέθησαν εις την ανάπτυξιν του αθλητισμού.	[988, 633, 1179, 691]
subhead-dialysis: Διάλυσις άρραβώνων	[6, 316, 122, 331]
column-news	[988, 0, 1179, 2331]
headline-archaiologika: ΑΡΧΑΙΟΛΟΓΙΚΑ ΕΥΡΗΜΑΤΑ ΕΙΣ ΝΟΤΙΟΝ ΤΟΥΡΚΙΑΝ	[994, 814, 1173, 841]
lower-main	[451, 974, 977, 2102]
text-kideiai-2: Ό ανεψιός και αί άδελφαί Ευαγγελία Ζαχαρία, Ελένη Τσαπάρα, Άννα Καραγιάννη κ.λ.π. Η έξοδος του νεκρού θα γίνη από το Νοσοκομείον Άγιος Δημήτριος. Η θρησκευτική εκδήλωσις προς ευλογίαν το εσπέρας.	[244, 1251, 440, 1315]
text-gamoi: Διημήτριος Ι. Εργοτέλης — Άννα Δ. Παπαδημητρίου, ετελέσθη τούς γάμους των εν Άθήναις εις την Άκρόπολιν.	[6, 77, 233, 115]
veterans-caption: Ο νέος διοικητής του Γ΄ Σ.Σ. αντιστράτηγος κ. Τσολάκας, επεσκέφθη χθες τα γραφεία του συνδέσμου αποστράτων αξιωματικών, όπου και εξετέθη ο εφησυχασμός της διοικήσεως του συνδέσμου και εξετέθη το όργανον του. Εν συνεχεία ο κ. Τσολάκας επεσκέφθη τα γραφεία του συνδέσμου θυμάτων πολέμου.	[1190, 287, 1564, 339]
headline-stratiotis: ΣΤΡΑΤΙΩΤΗΣ ΔΙΕΡΡΗΓΝΥΕ ΕΚΚΛΗΣΙΑΣ ΕΙΣ ΤΗΝ ΘΕΣΣΑΛΟΝΙΚΗΝ ΚΑΙ ΑΛΛΑΣ ΠΕΡΙΟΧΑΣ ΤΗΣ ΕΛΛΑΔΟΣ	[1202, 915, 1551, 974]
kicker-sapfous: ΕΠΙ ΤΗΣ ΟΔΟΥ ΣΑΠΦΟΥΣ	[1024, 4, 1143, 15]
text-kyvernisis: ΑΘΗΝΑΙ, 28.— Ο υπουργός Δημοσίων Έργων κ. Παπαπολίτης εδήλωσεν ότι η κυβέρνησις μελετά τα θέματα των οικοδόμων εργατών και ότι θα ληφθούν μέτρα διά την επίλυσιν των προβλημάτων της οικοδομικής δραστηριότητος.	[451, 1650, 622, 1718]
text-stratiotis: Συνελήφθη ό στρατιώτης Ν. Μηλιώνης, υπηρετών εις μονάδα των Σερβίων, ο οποίος, ως προέκυψεν, είχε διαρρήξει πολλάς εκκλησίας. Ο δράστης λαμβάνων άδειαν από την μονάδα του μετέβαινεν εις Θεσσαλονίκην και άλλας πόλεις, όπου εισεδύετο εις τους ιερούς ναούς από τα παράθυρα. Έκλεψε χρήματα από τα παγκάρια και ιερά σκεύη. Ομολόγησε διαρρήξεις εις τους ναούς Αγίου Γεωργίου Φαλήρου, Παναγίας Δεξιάς και εις άλλας περιοχάς.	[1190, 1018, 1390, 1134]
text-kideiai: Τον προσφιλή μας άδελφόν, θείον και ανεψιόν ΖΑΧΑΡΙΑΝ ΤΣΙΚΟΠΟΥΛΟΝ ετών 45, αποβιώσαντα κηδεύομεν σήμερον ώραν 2.30 μ.μ. εκ του οίκου μας Κομνηνών 15 εις το κοιμητήριον της Ευαγγελιστρίας. Παρακαλούνται οί φίλοι και γνωστοί να συνοδεύσουν αυτόν. Οί ΟΙΚΕΙΟΙ.	[244, 1153, 440, 1244]
text-dialysis: Διαλύω τούς άρραβώνας της θυγατρός μου Έλένης μετά του κ. Χρήστου Ραφαή. Άνευ δικαιολόγου προσκλήσεων. Ο πατήρ ΔΗΜΗΤΡΙΟΣ ΝΟΥΣΣΟΣ. — Διαλύω τούς άρραβώνας μετά της δεσποινίδος Έλένης Νούσσου. Ο μνηστήρ ΧΡΗΣΤΟΣ ΡΑΦΑΗΛ.	[6, 335, 233, 399]
text-stratiotis-2: Ο στρατιώτης ωμολόγησε ότι είχε διαπράξει διαρρήξεις εις 14 ναούς. Τα κλαπέντα χρήματα ανέρχονται εις 32.000 δραχμάς. Παρεδόθη εις τας στρατιωτικάς αρχάς.	[1397, 1207, 1564, 1252]
subhead-gamoi: Γάμοι	[6, 58, 39, 73]
mellontes-container	[6, 516, 233, 1643]
kicker-vouli: Ώς κατετέθη εις τήν βουλήν	[1302, 705, 1451, 720]
subhead-synedrion: ΤΟ ΣΥΝΕΔΡΙΟΝ ΤΩΝ ΚΑΡΛΙΣΤΩΝ	[1203, 638, 1359, 650]
subhead-den-eortazoun: Δεν έορτάζουν	[6, 122, 84, 137]
headline-prigkips: Ο ΠΡΙΓΚΗΨ ΟΥΓΟΣ ΚΑΙ Η ΕΙΡΗΝΗ ΤΕΛΟΥΝ ΣΗΜΕΡΟΝ ΤΟΥΣ ΓΑΜΟΥΣ ΤΩΝ ΕΙΣ ΤΗΝ ΣΑΝΤΑ ΜΑΡΙΑ ΤΗΣ ΡΩΜΗΣ	[1200, 371, 1554, 431]
subhead-agnosta: ΑΓΝΩΣΤΑ ΤΑ ΑΙΤΙΑ	[1041, 74, 1126, 85]
subhead-euxetiria: Εύχετήρια	[6, 199, 64, 215]
headline-koinh: Κοινή έπιδίωξις είναι ή Δημοκρατία	[531, 192, 897, 220]
